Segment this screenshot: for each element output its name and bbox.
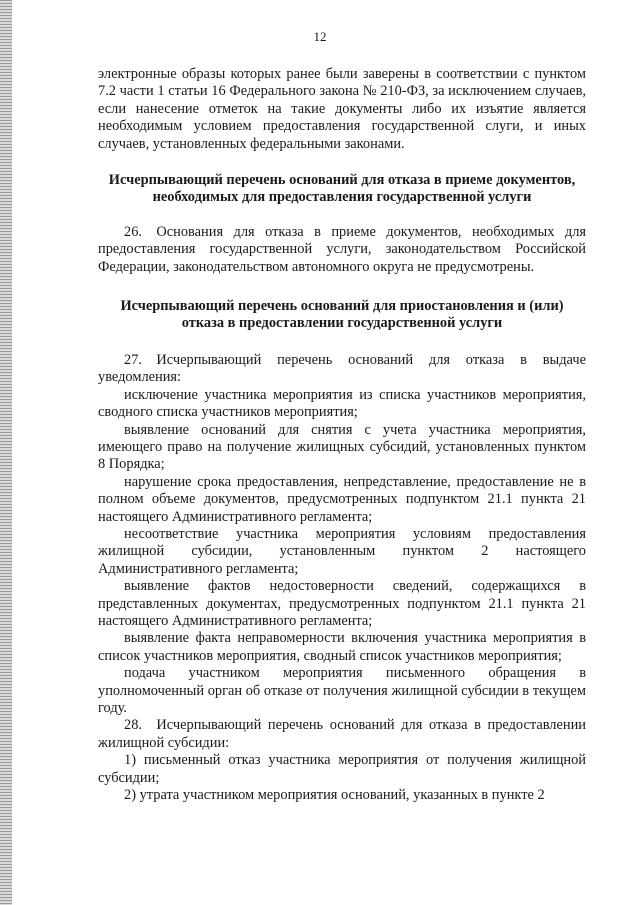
list-item: подача участником мероприятия письменного обращения в уполномоченный орган об отказе от получения жилищной субсидии в текущем году. <box>98 665 586 716</box>
list-item: нарушение срока предоставления, непредставление, предоставление не в полном объеме документов, предусмотренных подпунктом 21.1 пункта 21 настоящего Административного регламента; <box>98 473 586 525</box>
scan-edge <box>0 0 12 905</box>
document-body <box>98 66 586 804</box>
list-item: несоответствие участника мероприятия условиям предоставления жилищной субсидии, установленным пунктом 2 настоящего Административного регламента; <box>98 525 586 577</box>
list-item: исключение участника мероприятия из списка участников мероприятия, сводного списка участников мероприятия; <box>98 386 586 421</box>
section-heading-suspension-refusal: Исчерпывающий перечень оснований для приостановления и (или) отказа в предоставлении государственной услуги <box>120 298 564 332</box>
paragraph-continuation: электронные образы которых ранее были заверены в соответствии с пунктом 7.2 части 1 статьи 16 Федерального закона № 210-ФЗ, за исключением случаев, если нанесение отметок на такие документы либо их изъятие является необходимым условием предоставления государственной слуги, и иных случаев, установленных федеральными законами. <box>98 66 586 152</box>
paragraph-26: 26. Основания для отказа в приеме документов, необходимых для предоставления государственной услуги, законодательством Российской Федерации, законодательством автономного округа не предусмотрены. <box>98 223 586 275</box>
section-heading-refusal-acceptance: Исчерпывающий перечень оснований для отказа в приеме документов, необходимых для предоставления государственной услуги <box>108 172 576 206</box>
list-item: выявление оснований для снятия с учета участника мероприятия, имеющего право на получение жилищных субсидий, установленных пунктом 8 Порядка; <box>98 421 586 473</box>
list-item: выявление факта неправомерности включения участника мероприятия в список участников мероприятия, сводный список участников мероприятия; <box>98 630 586 664</box>
list-item: 2) утрата участником мероприятия оснований, указанных в пункте 2 <box>124 787 545 804</box>
paragraph-27: 27. Исчерпывающий перечень оснований для отказа в выдаче уведомления: <box>98 351 586 386</box>
page-number: 12 <box>313 29 327 44</box>
list-item: выявление фактов недостоверности сведений, содержащихся в представленных документах, предусмотренных подпунктом 21.1 пункта 21 настоящего Административного регламента; <box>98 578 586 629</box>
list-item: 1) письменный отказ участника мероприятия от получения жилищной субсидии; <box>98 752 586 786</box>
paragraph-28: 28. Исчерпывающий перечень оснований для отказа в предоставлении жилищной субсидии: <box>98 717 586 751</box>
